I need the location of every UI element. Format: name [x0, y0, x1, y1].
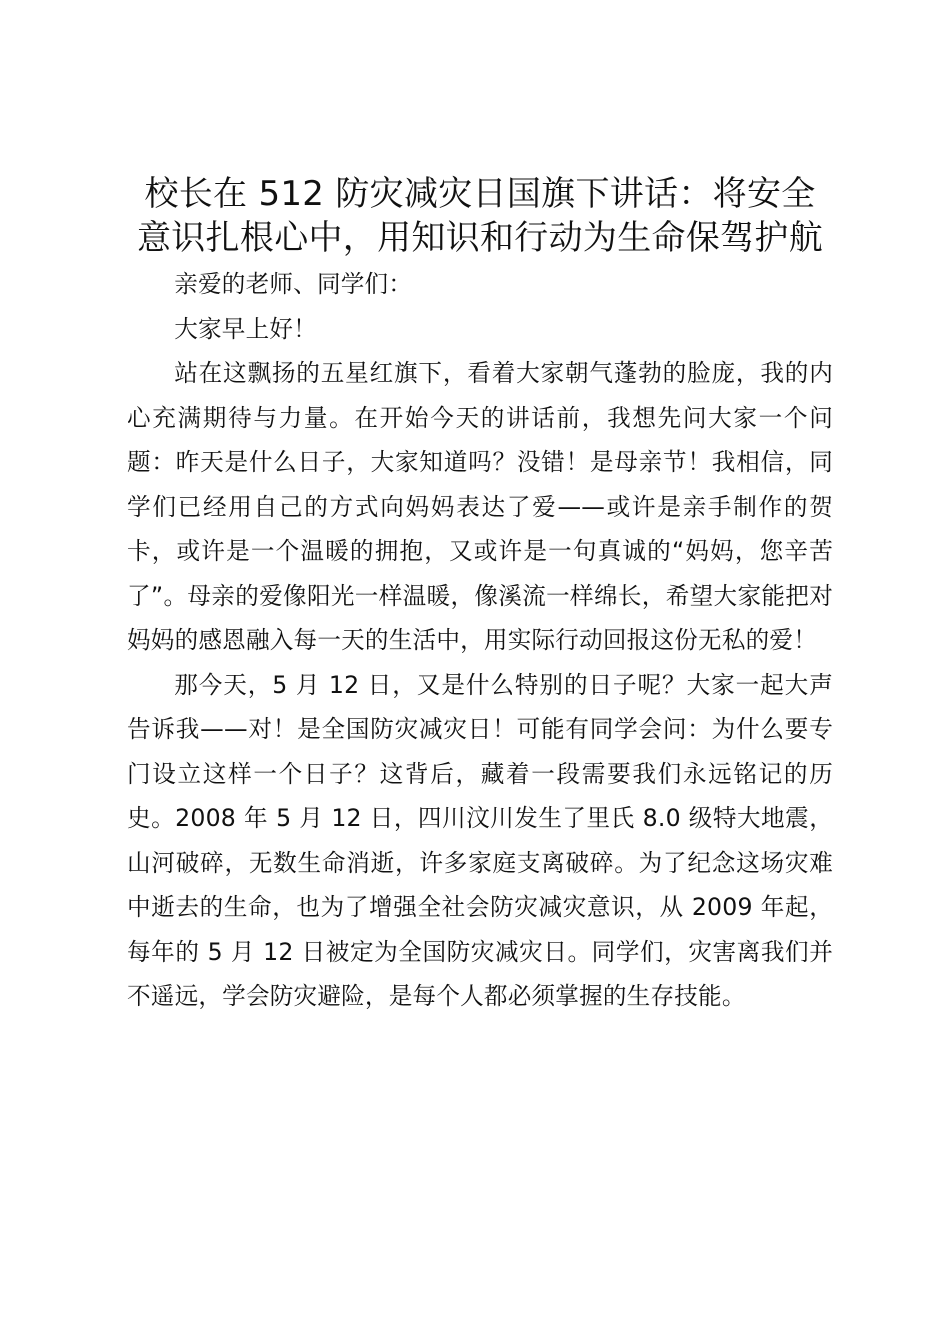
greeting: 大家早上好！	[174, 314, 317, 343]
paragraph-disaster-day: 那今天，5 月 12 日，又是什么特别的日子呢？大家一起大声告诉我——对！是全国防灾减灾日！可能有同学会问：为什么要专门设立这样一个日子？这背后，藏着一段需要我们永远铭记的历史。2008 年 5 月 12 日，四川汶川发生了里氏 8.0 级特大地震，山河破碎，无数生命消逝，许多家庭支离破碎。为了纪念这场灾难中逝去的生命，也为了增强全社会防灾减灾意识，从 2009 年起，每年的 5 月 12 日被定为全国防灾减灾日。同学们，灾害离我们并不遥远，学会防灾避险，是每个人都必须掌握的生存技能。	[127, 670, 833, 1010]
title-line-2: 意识扎根心中，用知识和行动为生命保驾护航	[137, 218, 823, 258]
document-page	[127, 172, 833, 1019]
salutation: 亲爱的老师、同学们：	[174, 270, 413, 298]
title-line-1: 校长在 512 防灾减灾日国旗下讲话：将安全	[144, 174, 816, 214]
document-body	[127, 262, 833, 1019]
paragraph-mothers-day: 站在这飘扬的五星红旗下，看着大家朝气蓬勃的脸庞，我的内心充满期待与力量。在开始今天的讲话前，我想先问大家一个问题：昨天是什么日子，大家知道吗？没错！是母亲节！我相信，同学们已经用自己的方式向妈妈表达了爱——或许是亲手制作的贺卡，或许是一个温暖的拥抱，又或许是一句真诚的“妈妈，您辛苦了”。母亲的爱像阳光一样温暖，像溪流一样绵长，希望大家能把对妈妈的感恩融入每一天的生活中，用实际行动回报这份无私的爱！	[127, 359, 833, 654]
document-title	[127, 172, 833, 260]
